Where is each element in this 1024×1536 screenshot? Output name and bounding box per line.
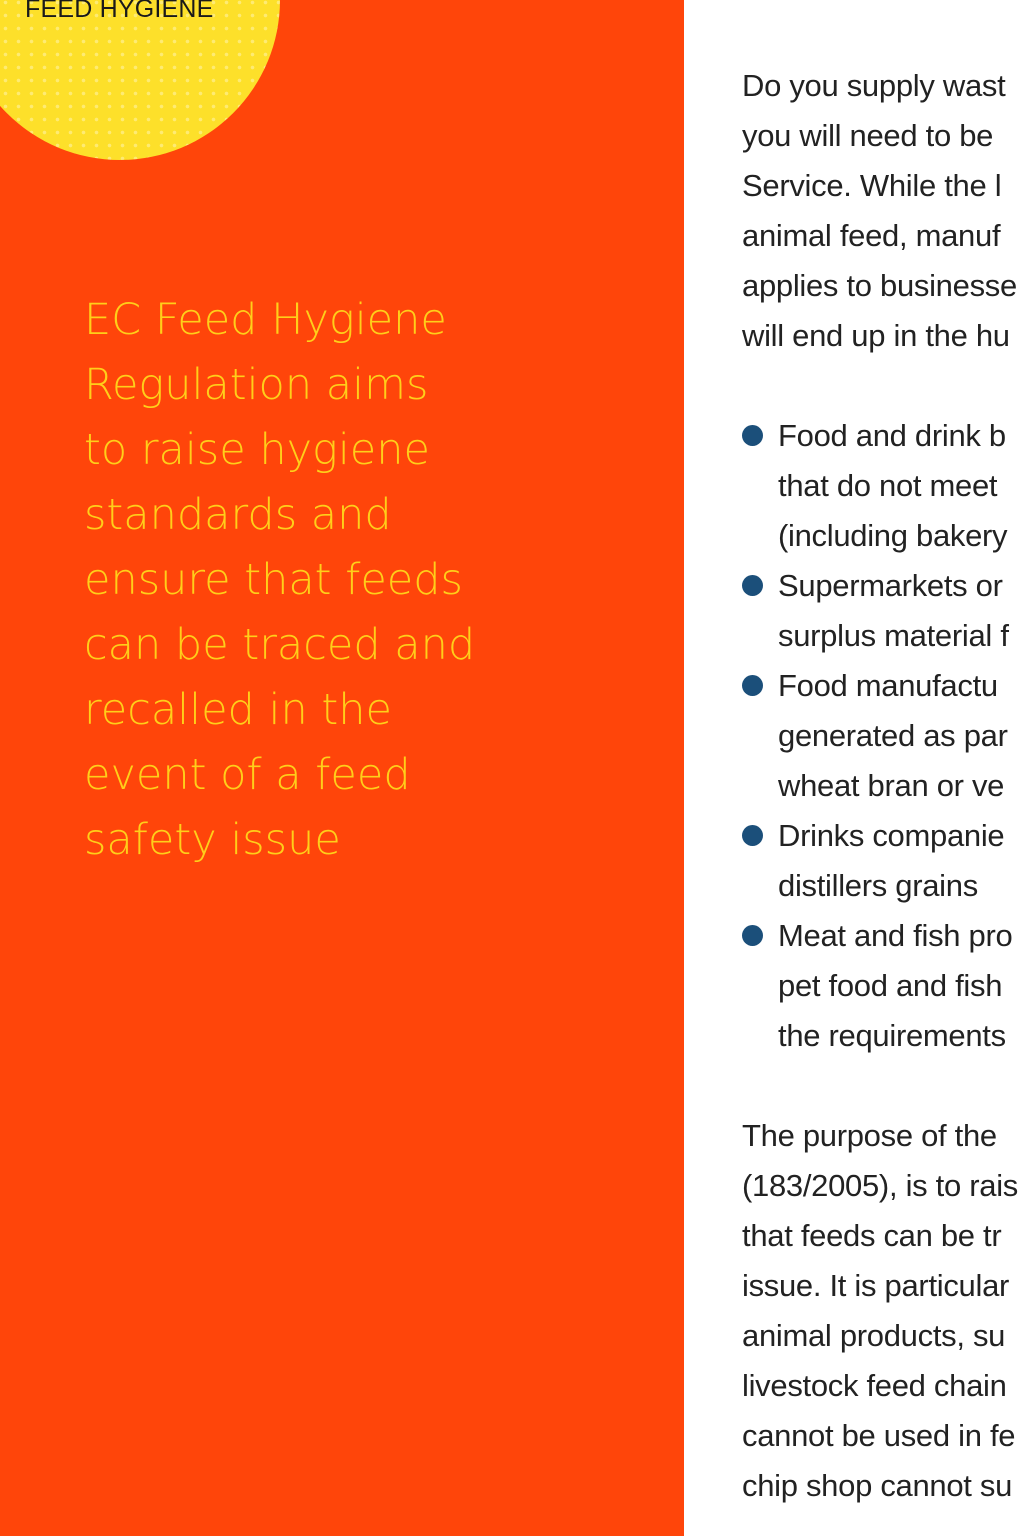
bullet-line: distillers grains — [778, 868, 978, 903]
section-label: FEED HYGIENE — [25, 0, 214, 23]
paragraph-line: (183/2005), is to rais — [742, 1168, 1018, 1203]
bullet-item — [742, 561, 1024, 661]
section-badge-circle — [0, 0, 280, 160]
pull-quote-line: recalled in the — [84, 685, 392, 735]
bullet-line: pet food and fish — [778, 968, 1003, 1003]
paragraph-line: that feeds can be tr — [742, 1218, 1002, 1253]
pull-quote-line: standards and — [84, 490, 392, 540]
paragraph-line: cannot be used in fe — [742, 1418, 1016, 1453]
bullet-item — [742, 661, 1024, 811]
pull-quote-line: ensure that feeds — [84, 555, 463, 605]
bullet-line: Food manufactu — [778, 668, 998, 703]
bullet-dot-icon — [742, 575, 763, 596]
bullet-item — [742, 411, 1024, 561]
pull-quote-line: to raise hygiene — [84, 425, 430, 475]
bullet-dot-icon — [742, 675, 763, 696]
paragraph-line: will end up in the hu — [742, 318, 1010, 353]
pull-quote-line: Regulation aims — [84, 360, 429, 410]
bullet-list — [742, 411, 1024, 1061]
purpose-paragraph — [742, 1111, 1024, 1511]
bullet-line: the requirements — [778, 1018, 1006, 1053]
paragraph-line: Do you supply wast — [742, 68, 1006, 103]
intro-paragraph — [742, 61, 1024, 361]
paragraph-line: The purpose of the — [742, 1118, 997, 1153]
paragraph-line: animal feed, manuf — [742, 218, 1001, 253]
bullet-line: generated as par — [778, 718, 1008, 753]
bullet-line: (including bakery — [778, 518, 1008, 553]
paragraph-gap — [742, 1061, 1024, 1111]
paragraph-line: animal products, su — [742, 1318, 1006, 1353]
paragraph-line: Service. While the l — [742, 168, 1002, 203]
paragraph-line: issue. It is particular — [742, 1268, 1010, 1303]
bullet-line: Supermarkets or — [778, 568, 1003, 603]
right-text-column — [684, 0, 1024, 1536]
bullet-line: wheat bran or ve — [778, 768, 1005, 803]
pull-quote-line: EC Feed Hygiene — [84, 295, 447, 345]
bullet-dot-icon — [742, 425, 763, 446]
paragraph-line: applies to businesse — [742, 268, 1017, 303]
bullet-line: Food and drink b — [778, 418, 1006, 453]
pull-quote-line: event of a feed — [84, 750, 411, 800]
bullet-item — [742, 811, 1024, 911]
bullet-line: Meat and fish pro — [778, 918, 1013, 953]
bullet-item — [742, 911, 1024, 1061]
pull-quote — [84, 288, 504, 873]
bullet-line: Drinks companie — [778, 818, 1005, 853]
pull-quote-line: can be traced and — [84, 620, 476, 670]
bullet-dot-icon — [742, 825, 763, 846]
pull-quote-line: safety issue — [84, 815, 341, 865]
paragraph-line: livestock feed chain — [742, 1368, 1007, 1403]
paragraph-line: you will need to be — [742, 118, 994, 153]
bullet-line: that do not meet — [778, 468, 998, 503]
bullet-line: surplus material f — [778, 618, 1009, 653]
paragraph-gap — [742, 361, 1024, 411]
paragraph-line: chip shop cannot su — [742, 1468, 1013, 1503]
body-copy — [742, 61, 1024, 1511]
bullet-dot-icon — [742, 925, 763, 946]
